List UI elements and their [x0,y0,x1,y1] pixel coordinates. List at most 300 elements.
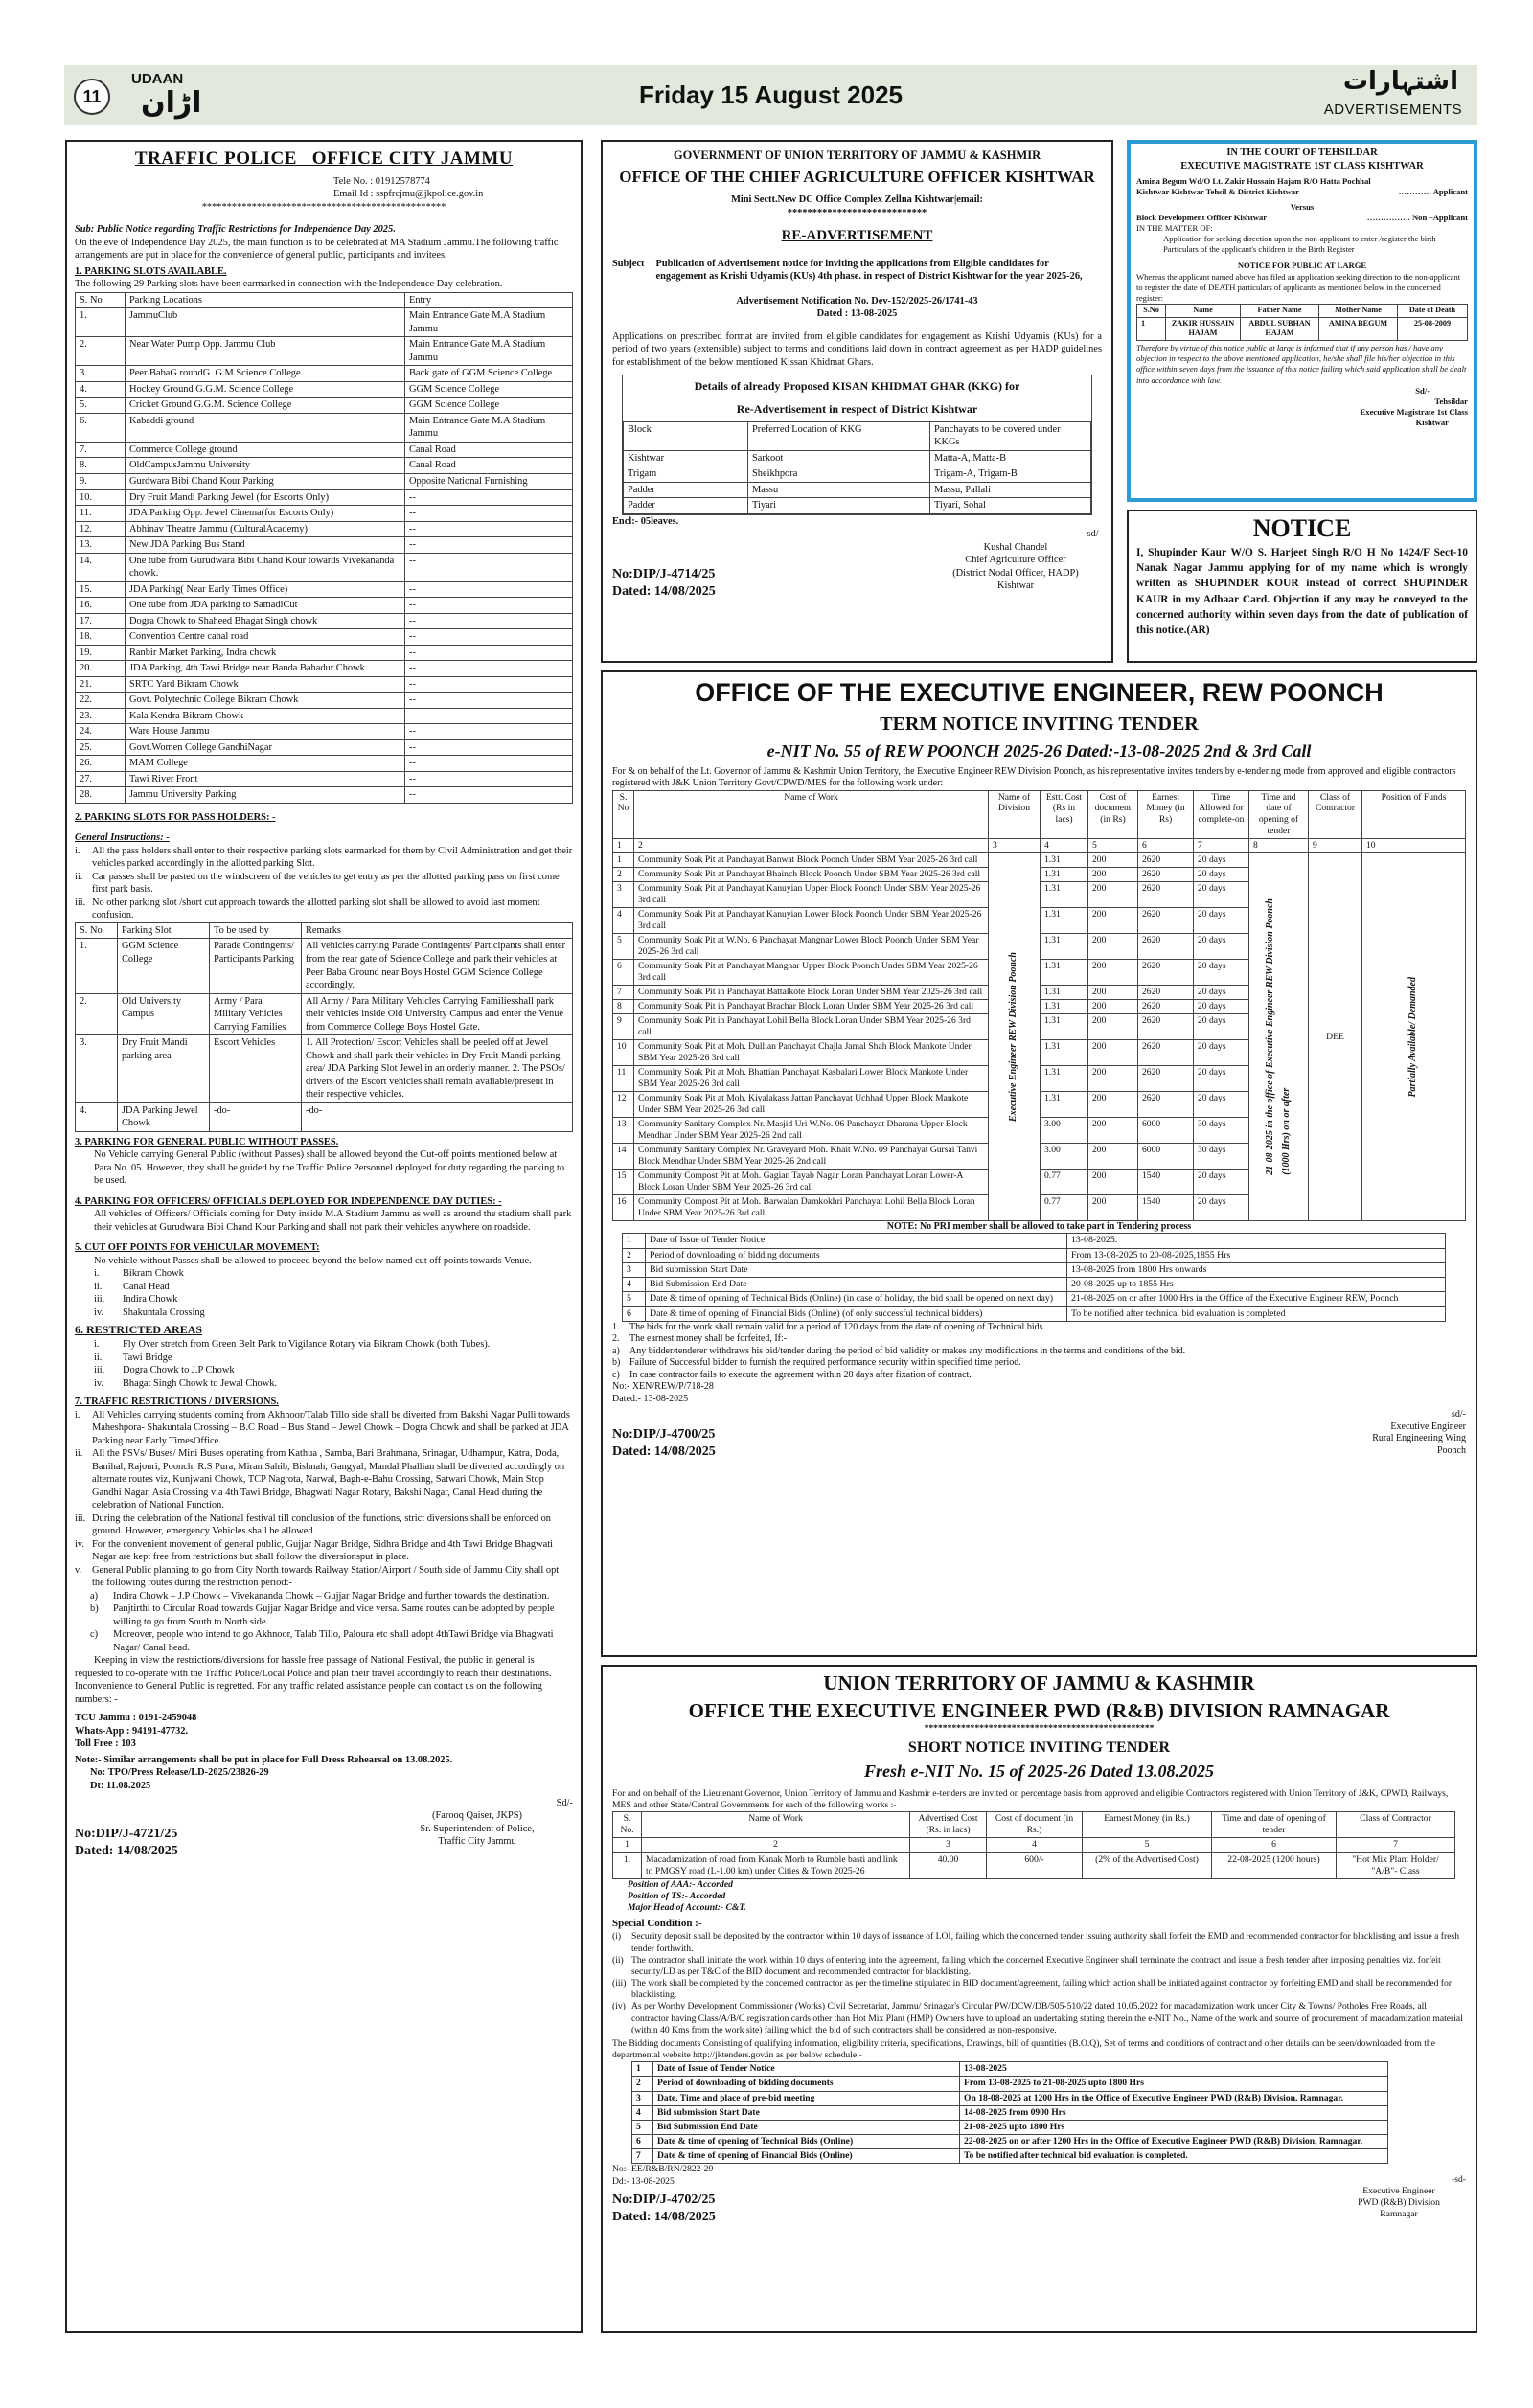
list-item [94,1338,573,1352]
note: NOTE: No PRI member shall be allowed to take part in Tendering process [886,1220,1192,1232]
table-cell: 1.31 [1041,853,1088,868]
dip-date: Dated: 14/08/2025 [612,584,716,600]
table-cell: 26. [76,756,126,772]
signatory-name: Kushal Chandel [983,541,1048,553]
signatory-title: Tehsildar [1434,397,1468,406]
bidding-text: The Bidding documents Consisting of qualifying information, eligibility criteria, specifications, Drawings, bill of quantities (B.O.Q), Set of terms and conditions of contract and other details can be seen/downloaded from the departmental website http://jktenders.gov.in as per below schedule:- [612,2037,1435,2061]
table-cell: 20 days [1194,853,1249,868]
table-cell: All Army / Para Military Vehicles Carrying Familiesshall park their vehicles inside Old University Campus and enter the Venue from Commerce College Boys Hostel Gate. [302,993,573,1035]
list-item [94,1267,573,1281]
table-header: To be used by [210,922,302,939]
table-cell: 200 [1088,1066,1138,1092]
list-text: The earnest money shall be forfeited, If:- [629,1333,788,1345]
table-cell: From 13-08-2025 to 21-08-2025 upto 1800 Hrs [960,2077,1388,2091]
table-cell: 6000 [1138,1118,1194,1144]
list-marker: a) [90,1590,99,1602]
table-row [624,466,1091,483]
table-cell: 25-08-2009 [1398,317,1468,340]
table-cell: 1 [632,2062,653,2077]
funds-vertical-text: Partially Available/ Demanded [1407,976,1419,1098]
table-row [623,1306,1446,1321]
enclosures: Encl:- 05leaves. [612,515,679,527]
table-cell: 22-08-2025 on or after 1200 Hrs in the Office of Executive Engineer PWD (R&B) Division, Ramnagar. [960,2135,1388,2149]
signatory-office: Traffic City Jammu [438,1836,516,1848]
section-heading: 5. CUT OFF POINTS FOR VEHICULAR MOVEMENT: [75,1242,320,1254]
enit-heading: e-NIT No. 55 of REW POONCH 2025-26 Dated:-13-08-2025 2nd & 3rd Call [766,741,1312,761]
table-row [76,553,573,581]
table-cell: Hockey Ground G.G.M. Science College [126,381,405,398]
advertisement-date: Dated : 13-08-2025 [816,308,898,320]
schedule-table [622,1233,1446,1321]
table-cell: 7 [632,2149,653,2164]
list-item [94,1306,573,1320]
table-cell: -- [405,613,573,629]
list-marker: iv. [75,1538,85,1550]
table-row [76,708,573,724]
table-cell: 20 days [1194,960,1249,986]
list-marker: (iii) [612,1978,627,1989]
table-cell: 3 [632,2091,653,2105]
table-row [76,1035,573,1103]
divider-stars: **************************** [787,207,927,218]
table-cell: Date & time of opening of Financial Bids (Online) (of only successful technical bidders) [646,1306,1067,1321]
table-row [76,474,573,490]
table-cell: 6 [1212,1838,1337,1852]
table-cell: Community Soak Pit in Panchayat Battalkote Block Loran Under SBM Year 2025-26 3rd call [634,986,989,1000]
table-cell: 16 [613,1195,634,1221]
table-cell: Cricket Ground G.G.M. Science College [126,398,405,414]
table-cell: 3. [76,1035,118,1103]
table-cell: GGM Science College [405,381,573,398]
table-header: Advertised Cost (Rs. in lacs) [910,1812,987,1838]
list-text: The work shall be completed by the concerned contractor as per the timeline stipulated in BID document/agreement, failing which action shall be initiated against contractor by forfeiting EMD and shall be recommended for blacklisting. [631,1978,1452,2001]
table-cell: ABDUL SUBHAN HAJAM [1241,317,1319,340]
list-text: No other parking slot /short cut approach towards the allotted parking slot shall be allowed to avoid last moment confusion. [92,897,540,921]
table-row [1137,317,1468,340]
table-cell: 20 days [1194,1066,1249,1092]
table-cell: 13. [76,537,126,554]
works-table [612,1811,1455,1879]
table-cell: -- [405,506,573,522]
reference-date: Dt: 11.08.2025 [90,1781,151,1791]
table-cell: From 13-08-2025 to 20-08-2025,1855 Hrs [1067,1248,1446,1262]
table-cell: Near Water Pump Opp. Jammu Club [126,337,405,366]
list-text: As per Worthy Development Commissioner (Works) Civil Secretariat, Jammu/ Srinagar's Circular PW/DCW/DB/505-510/22 dated 10.05.2022 for macadamization work under City & Towns/ Potholes Free Roads, all contractor having Class/A/B/C registration cards other than Hot Mix Plant (HMP) Owners have to upload an undertaking stating therein the e-NIT No., Name of the work and source of procurement of macadamization material (within 40 Kms from the work site) failing which the bid of such contractors shall be considered as non-responsive. [631,2001,1463,2035]
table-cell: 28. [76,787,126,804]
list-marker: (i) [612,1931,622,1942]
table-header: Earnest Money (in Rs.) [1083,1812,1212,1838]
table-header: Name of Division [989,790,1041,839]
subject: Publication of Advertisement notice for inviting the applications from Eligible candidates for engagement as Krishi Udyamis (KUs) 4th phase. in respect of District Kishtwar for the year 2025-26, [655,258,1083,283]
table-cell: 1.31 [1041,1000,1088,1014]
table-row [632,2105,1388,2120]
table-cell: Kabaddi ground [126,413,405,442]
table-cell: 10 [613,1040,634,1066]
note: Note:- Similar arrangements shall be put in place for Full Dress Rehearsal on 13.08.2025. [75,1754,453,1765]
table-cell: 30 days [1194,1144,1249,1170]
table-cell: On 18-08-2025 at 1200 Hrs in the Office of Executive Engineer PWD (R&B) Division, Ramnagar. [960,2091,1388,2105]
list-marker: ii. [94,1281,103,1292]
table-cell: Date & time of opening of Financial Bids (Online) [653,2149,960,2164]
table-row [632,2135,1388,2149]
table-cell: 13-08-2025. [1067,1234,1446,1248]
table-cell: 7 [613,986,634,1000]
table-cell: Dogra Chowk to Shaheed Bhagat Singh chowk [126,613,405,629]
table-cell: Gurdwara Bibi Chand Kour Parking [126,474,405,490]
table-header: Time and date of opening of tender [1212,1812,1337,1838]
dip-number: No:DIP/J-4721/25 [75,1826,178,1841]
table-row [624,450,1091,466]
table-row [76,661,573,677]
table-header: Name of Work [642,1812,910,1838]
table-cell: 1.31 [1041,882,1088,908]
signature: Sd/- [556,1797,573,1808]
table-header: Mother Name [1319,305,1398,318]
table-cell: 1. [76,308,126,337]
list-text: Security deposit shall be deposited by the contractor within 10 days of issuance of LOI, failing which the concerned tender issuing authority shall forfeit the EMD and recommended contractor for blacklisting and issue a fresh tender forthwith. [631,1931,1459,1954]
table-cell: Community Soak Pit at Moh. Dullian Panchayat Chajla Jamal Shah Block Mankote Under SBM Year 2025-26 3rd call [634,1040,989,1066]
table-cell: Padder [624,482,748,498]
table-row [623,1234,1446,1248]
notice-body: I, Shupinder Kaur W/O S. Harjeet Singh R/O H No 1424/F Sect-10 Nanak Nagar Jammu applying for of my name which is wrongly written as SHUPINDER KOUR instead of correct SHUPINDER KAUR in my Adhaar Card. Objection if any may be conveyed to the concerned authority within seven days from the date of publication of this notice.(AR) [1136,547,1468,636]
list-marker: (iv) [612,2001,626,2012]
list-marker: iii. [75,897,86,908]
list-item [612,1346,1466,1358]
table-cell: JDA Parking Opp. Jewel Cinema(for Escorts Only) [126,506,405,522]
section-heading: 4. PARKING FOR OFFICERS/ OFFICIALS DEPLOYED FOR INDEPENDENCE DAY DUTIES: - [75,1195,502,1207]
table-cell: Community Soak Pit at W.No. 6 Panchayat Mangnar Lower Block Poonch Under SBM Year 2025-26 3rd call [634,934,989,960]
dip-date: Dated: 14/08/2025 [612,1444,716,1460]
table-cell: 3 [910,1838,987,1852]
tehsildar-notice [1127,140,1477,502]
table-cell: Bid Submission End Date [646,1278,1067,1292]
aaa-position: Position of AAA:- Accorded [628,1878,733,1890]
table-row [76,489,573,506]
table-row [76,693,573,709]
table-title: Details of already Proposed KISAN KHIDMAT GHAR (KKG) for [694,379,1020,394]
table-cell: -- [405,645,573,661]
table-cell: Commerce College ground [126,442,405,458]
table-cell: 3.00 [1041,1144,1088,1170]
opening-vertical-wrap [1253,898,1304,1175]
table-cell: 11 [613,1066,634,1092]
general-instructions [75,845,573,922]
table-row [76,521,573,537]
table-cell: 7. [76,442,126,458]
signatory-name: (Farooq Qaiser, JKPS) [432,1810,522,1822]
table-cell: 2620 [1138,853,1194,868]
table-cell: 19. [76,645,126,661]
section-text: No vehicle without Passes shall be allowed to proceed beyond the below named cut off points towards Venue. [94,1255,532,1266]
list-text: Moreover, people who intend to go Akhnoor, Talab Tillo, Paloura etc shall adopt 4thTawi Bridge via Bhagwati Nagar/ Canal head. [113,1629,554,1653]
table-cell: 3 [613,882,634,908]
table-cell: Ware House Jammu [126,724,405,740]
table-row [632,2091,1388,2105]
table-cell: 8 [613,1000,634,1014]
list-text: Failure of Successful bidder to furnish the required performance security within specified time period. [629,1357,1021,1369]
paper-name-en: UDAAN [131,71,184,87]
table-cell: -- [405,676,573,693]
table-cell: 2 [642,1838,910,1852]
list-marker: ii. [94,1352,103,1363]
table-cell: 200 [1088,934,1138,960]
table-cell: 8. [76,458,126,474]
table-cell: 1 [1137,317,1166,340]
table-cell: 200 [1088,868,1138,882]
table-cell: 5 [1083,1838,1212,1852]
table-row [76,645,573,661]
ts-position: Position of TS:- Accorded [628,1891,726,1902]
table-row [632,2062,1388,2077]
table-row [76,613,573,629]
table-cell: Community Sanitary Complex Nr. Masjid Uri W.No. 06 Panchayat Dharana Upper Block Mendhar Under SBM Year 2025-26 2nd call [634,1118,989,1144]
table-cell: -- [405,787,573,804]
table-row [76,993,573,1035]
table-cell: Bid submission Start Date [646,1262,1067,1277]
table-row [76,724,573,740]
table-header: Time and date of opening of tender [1249,790,1309,839]
table-header: S. No [76,922,118,939]
table-cell: 4. [76,1102,118,1131]
signatory-office: Kishtwar [996,580,1035,592]
table-cell: 13 [613,1118,634,1144]
list-marker: iv. [94,1306,104,1318]
table-cell: 2 [634,839,989,853]
table-cell: JammuClub [126,308,405,337]
table-row [76,381,573,398]
table-cell: Govt.Women College GandhiNagar [126,739,405,756]
opening-vertical-text: 21-08-2025 in the office of Executive Engineer REW Division Poonch [1265,898,1275,1176]
table-cell: 1.31 [1041,908,1088,934]
table-cell: 20 days [1194,868,1249,882]
intro: For and on behalf of the Lieutenant Governor, Union Territory of Jammu and Kashmir e-tenders are invited on percentage basis from approved and eligible Contractors registered with Union Territory of J&K, CPWD, Railways, MES and other State/Central Governments for each of the following works :- [612,1787,1449,1810]
special-conditions [612,1931,1466,2036]
table-header: Parking Slot [118,922,210,939]
enit-heading: Fresh e-NIT No. 15 of 2025-26 Dated 13.08.2025 [864,1761,1214,1781]
list-item [90,1602,573,1628]
table-cell: 1.31 [1041,986,1088,1000]
table-cell: "Hot Mix Plant Holder/ "A/B"- Class [1337,1852,1455,1878]
table-cell: 27. [76,771,126,787]
applicant-label: ………… Applicant [1398,187,1468,197]
table-cell: 5 [623,1292,646,1306]
list-item [94,1281,573,1294]
table-cell: Community Sanitary Complex Nr. Graveyard Moh. Khait W.No. 09 Panchayat Gursai Tanvi Block Mendhar Under SBM Year 2025-26 2nd call [634,1144,989,1170]
table-cell: 20 days [1194,1170,1249,1195]
table-cell: 4 [987,1838,1083,1852]
table-header: S. No [613,790,634,839]
table-cell: 11. [76,506,126,522]
table-cell: -- [405,521,573,537]
table-cell: 14-08-2025 from 0900 Hrs [960,2105,1388,2120]
table-cell: 15 [613,1170,634,1195]
table-cell: 600/- [987,1852,1083,1878]
list-item [612,1370,1466,1382]
list-item [75,1564,573,1590]
table-cell: 1 [613,839,634,853]
table-cell: 16. [76,598,126,614]
table-cell: -- [405,489,573,506]
list-text: Canal Head [123,1281,170,1292]
table-cell: OldCampusJammu University [126,458,405,474]
table-cell: 2 [632,2077,653,2091]
list-marker: (ii) [612,1954,624,1965]
table-cell: 200 [1088,1014,1138,1040]
intro: On the eve of Independence Day 2025, the main function is to be celebrated at MA Stadium Jammu.The following traffic arrangements are put in place for the convenience of general public, participants and invitees. [75,237,559,261]
list-item [612,1357,1466,1370]
table-title: Re-Advertisement in respect of District Kishtwar [736,402,978,417]
email: Email Id : sspfrcjmu@jkpolice.gov.in [333,189,484,200]
table-row [76,1102,573,1131]
table-row [76,458,573,474]
table-cell: 25. [76,739,126,756]
funds-cell [1362,853,1466,1221]
list-marker: 2. [612,1333,620,1345]
table-cell: 1.31 [1041,868,1088,882]
table-cell: Community Soak Pit at Panchayat Kanuyian Upper Block Poonch Under SBM Year 2025-26 3rd call [634,882,989,908]
advertisement-no: Advertisement Notification No. Dev-152/2025-26/1741-43 [736,295,978,307]
list-item [75,871,573,897]
table-cell: 6000 [1138,1144,1194,1170]
table-row [76,787,573,804]
section-heading: 1. PARKING SLOTS AVAILABLE. [75,265,227,277]
table-cell: 20 days [1194,882,1249,908]
divider-stars: ************************************************** [924,1723,1155,1735]
table-cell: -do- [302,1102,573,1131]
body-text: Applications on prescribed format are invited from eligible candidates for engagement as Krishi Udyamis (KUs) for a period of two years (extensible) subject to terms and conditions laid down in contract agreement as per HADP guidelines for establishment of the below mentioned Kissan Khidmat Ghars. [612,330,1102,368]
table-cell: 20 days [1194,1195,1249,1221]
government-heading: GOVERNMENT OF UNION TERRITORY OF JAMMU & KASHMIR [673,148,1041,162]
table-cell: -do- [210,1102,302,1131]
table-cell: 200 [1088,960,1138,986]
table-cell: 5 [613,934,634,960]
table-cell: 2620 [1138,934,1194,960]
section-heading: 3. PARKING FOR GENERAL PUBLIC WITHOUT PASSES. [75,1136,339,1147]
table-row [76,739,573,756]
table-cell: 18. [76,629,126,646]
list-text: In case contractor fails to execute the agreement within 28 days after fixation of contract. [629,1369,972,1380]
table-header: Block [624,421,748,450]
schedule-table [631,2061,1388,2164]
pwd-ramnagar-tender [601,1665,1477,2333]
signatory-role: (District Nodal Officer, HADP) [952,567,1079,579]
whatsapp-number: Whats-App : 94191-47732. [75,1725,189,1737]
signatory-office: Rural Engineering Wing [1372,1433,1466,1444]
table-cell: 1.31 [1041,960,1088,986]
list-item [612,1333,1466,1346]
table-cell: Date & time of opening of Technical Bids (Online) [653,2135,960,2149]
restrictions-list [75,1409,573,1590]
notice-title: NOTICE [1252,514,1352,542]
table-cell: 20 days [1194,934,1249,960]
table-cell: 13-08-2025 [960,2062,1388,2077]
table-cell: 1 [623,1234,646,1248]
table-header: Class of Contractor [1309,790,1362,839]
table-cell: 12 [613,1092,634,1118]
kkg-table [623,421,1091,514]
list-marker: iii. [75,1512,86,1524]
table-row [76,771,573,787]
table-cell: Jammu University Parking [126,787,405,804]
dip-number: No:DIP/J-4714/25 [612,567,716,582]
table-cell: 21. [76,676,126,693]
table-header: Position of Funds [1362,790,1466,839]
table-cell: 20. [76,661,126,677]
list-item [90,1590,573,1603]
restricted-areas-list [75,1338,573,1390]
subject-label: Subject [612,258,645,269]
table-row [624,482,1091,498]
list-item [94,1377,573,1391]
table-cell: Sarkoot [748,450,930,466]
table-cell: ZAKIR HUSSAIN HAJAM [1166,317,1241,340]
table-cell: 4 [632,2105,653,2120]
list-text: The bids for the work shall remain valid for a period of 120 days from the date of opening of Technical bids. [629,1321,1045,1332]
notice-closing: Therefore by virtue of this notice public at large is informed that if any person has / have any objection in respect to the above mentioned application, he/she shall file his/her objection in this office within seven days from the issuance of this notice failing which said application shall be dealt into accordance with law. [1136,343,1467,385]
table-cell: 22-08-2025 (1200 hours) [1212,1852,1337,1878]
list-marker: i. [94,1338,100,1350]
table-cell: Community Soak Pit at Moh. Kiyalakass Jattan Panchayat Uchhad Upper Block Mankote Under SBM Year 2025-26 3rd call [634,1092,989,1118]
table-cell: 7 [1337,1838,1455,1852]
table-cell: 20-08-2025 up to 1855 Hrs [1067,1278,1446,1292]
section-heading: 7. TRAFFIC RESTRICTIONS / DIVERSIONS. [75,1397,279,1408]
paper-name-ur: اڑان [141,86,202,120]
section-title-ur: اشتہارات [1342,67,1458,96]
table-cell: 6 [632,2135,653,2149]
table-cell: -- [405,553,573,581]
table-cell: 3.00 [1041,1118,1088,1144]
list-item [612,1322,1466,1334]
table-row [632,2120,1388,2134]
table-header: S. No [76,292,126,308]
signature: sd/- [1452,1409,1466,1420]
table-row [76,366,573,382]
table-cell: 200 [1088,1000,1138,1014]
table-cell: 14 [613,1144,634,1170]
table-cell: Opposite National Furnishing [405,474,573,490]
table-cell: 9 [613,1014,634,1040]
list-text: All the pass holders shall enter to their respective parking slots earmarked for them by Civil Administration and get their vehicles parked accordingly in the allotted parking Slot. [92,845,573,870]
applicant: Amina Begum Wd/O Lt. Zakir Hussain Hajam R/O Hatta Pochhal [1136,176,1371,187]
ad-title: OFFICE THE EXECUTIVE ENGINEER PWD (R&B) DIVISION RAMNAGAR [688,1698,1390,1722]
list-marker: i. [94,1268,100,1280]
table-cell: 6 [1138,839,1194,853]
table-row [632,2077,1388,2091]
table-row [76,398,573,414]
list-marker: c) [612,1369,620,1380]
table-row [76,506,573,522]
table-cell: 7 [1194,839,1249,853]
table-cell: 6 [623,1306,646,1321]
list-item [612,1978,1466,2001]
table-cell: 5. [76,398,126,414]
table-cell: 10. [76,489,126,506]
table-cell: 9. [76,474,126,490]
table-header: Preferred Location of KKG [748,421,930,450]
class-cell: DEE [1309,853,1362,1221]
opening-cell [1249,853,1309,1221]
table-cell: 0.77 [1041,1195,1088,1221]
parking-slots-table [75,292,573,804]
table-cell: 20 days [1194,1092,1249,1118]
table-cell: 1.31 [1041,1014,1088,1040]
table-cell: 40.00 [910,1852,987,1878]
table-cell: GGM Science College [405,398,573,414]
list-text: Shakuntala Crossing [123,1306,205,1318]
section-text: The following 29 Parking slots have been earmarked in connection with the Independence Day celebration. [75,279,503,290]
death-particulars-table [1136,304,1468,341]
court-heading: IN THE COURT OF TEHSILDAR [1226,148,1378,158]
